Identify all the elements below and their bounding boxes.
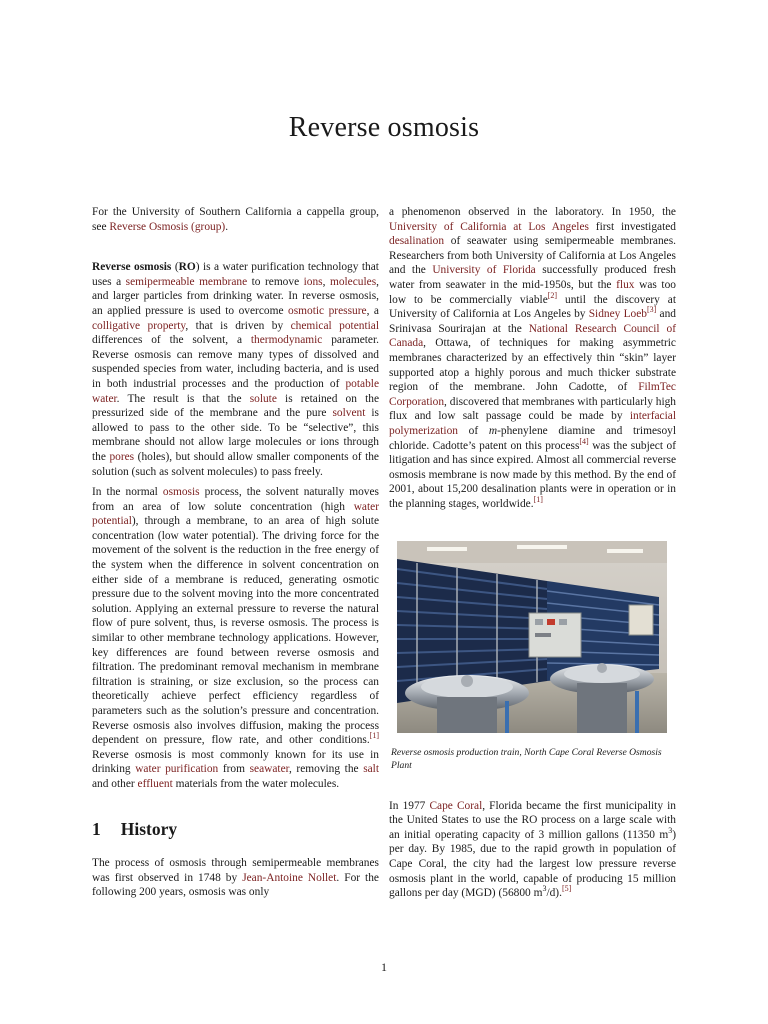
link-interfacial-polymerization[interactable]: interfacial polymerization: [389, 410, 676, 437]
link-solute[interactable]: solute: [249, 392, 277, 405]
citation-2[interactable]: [2]: [547, 290, 558, 300]
link-colligative-property[interactable]: colligative property: [92, 319, 186, 332]
link-ions[interactable]: ions: [303, 275, 323, 288]
link-flux[interactable]: flux: [616, 278, 635, 291]
history-paragraph-1-start: The process of osmosis through semipermeable membranes was first observed in 1748 by Jean-Antoine Nollet. For the following 200 years, osmosis was only: [92, 857, 379, 899]
page-number: 1: [381, 960, 387, 974]
link-potable-water[interactable]: potable water: [92, 377, 379, 405]
citation-1b[interactable]: [1]: [533, 495, 543, 505]
link-salt[interactable]: salt: [363, 763, 380, 776]
right-column: [389, 205, 676, 901]
link-semipermeable-membrane[interactable]: semipermeable membrane: [125, 275, 248, 288]
left-column: [92, 205, 379, 900]
citation-4[interactable]: [4]: [579, 436, 589, 446]
link-reverse-osmosis-group[interactable]: Reverse Osmosis (group): [109, 220, 226, 233]
intro-paragraph-2: In the normal osmosis process, the solvent naturally moves from an area of low solute concentration (high water potential), through a membrane, to an area of high solute concentration (low water potential). The driving force for the movement of the solvent is the reduction in the free energy of the system when the difference in solvent concentration on either side of a membrane is reduced, generating osmotic pressure due to the solvent moving into the more concentrated solution. Applying an external pressure to reverse the natural flow of pure solvent, thus, is reverse osmosis. The process is similar to other membrane technology applications. However, key differences are found between reverse osmosis and filtration. The predominant removal mechanism in membrane filtration is straining, or size exclusion, so the process can theoretically achieve perfect efficiency regardless of parameters such as the solution’s pressure and concentration. Reverse osmosis also involves diffusion, making the process dependent on pressure, flow rate, and other conditions.[1] Reverse osmosis is most commonly known for its use in drinking water purification from seawater, removing the salt and other effluent materials from the water molecules.: [92, 486, 380, 790]
hatnote: For the University of Southern California a cappella group, see Reverse Osmosis (group).: [92, 206, 379, 233]
citation-3[interactable]: [3]: [647, 305, 657, 315]
link-jean-antoine-nollet[interactable]: Jean-Antoine Nollet: [242, 871, 337, 884]
link-effluent[interactable]: effluent: [137, 777, 173, 790]
history-paragraph-2: In 1977 Cape Coral, Florida became the first municipality in the United States to use the RO process on a large scale with an initial operating capacity of 3 million gallons (11350 $m^3$) per day. By 1985, due to the rapid growth in population of Cape Coral, the city had the largest low pressure reverse osmosis plant in the world, capable of producing 15 million gallons per day (MGD) (56800 $m^3/d).[5]$: [389, 799, 676, 900]
link-osmotic-pressure[interactable]: osmotic pressure: [288, 304, 367, 317]
intro-paragraph-1: Reverse osmosis (RO) is a water purification technology that uses a semipermeable membrane to remove ions, molecules, and larger particles from drinking water. In reverse osmosis, an applied pressure is used to overcome osmotic pressure, a colligative property, that is driven by chemical potential differences of the solvent, a thermodynamic parameter. Reverse osmosis can remove many types of dissolved and suspended species from water, including bacteria, and is used in both industrial processes and the production of potable water. The result is that the solute is retained on the pressurized side of the membrane and the pure solvent is allowed to pass to the other side. To be “selective”, this membrane should not allow large molecules or ions through the pores (holes), but should allow smaller components of the solution (such as solvent molecules) to pass freely.: [92, 261, 379, 478]
ro-plant-photo: [397, 541, 667, 733]
citation-1[interactable]: [1]: [369, 731, 379, 741]
section-title: History: [120, 818, 178, 839]
section-number: 1: [92, 818, 101, 839]
link-thermodynamic[interactable]: thermodynamic: [250, 334, 323, 347]
citation-5[interactable]: [5]: [561, 884, 572, 894]
link-chemical-potential[interactable]: chemical potential: [290, 319, 379, 332]
section-heading-history: [92, 818, 379, 839]
link-ucla[interactable]: University of California at Los Angeles: [389, 220, 589, 233]
link-seawater[interactable]: seawater: [249, 763, 289, 776]
link-solvent[interactable]: solvent: [332, 407, 366, 420]
link-desalination[interactable]: desalination: [389, 235, 445, 248]
link-molecules[interactable]: molecules: [329, 275, 377, 288]
link-filmtec[interactable]: FilmTec Corporation: [389, 381, 676, 408]
figure-caption: Reverse osmosis production train, North Cape Coral Reverse Osmosis Plant: [391, 747, 662, 772]
ro-plant-illustration: [397, 541, 667, 733]
link-national-research-council[interactable]: National Research Council of Canada: [389, 322, 676, 350]
link-university-of-florida[interactable]: University of Florida: [432, 264, 536, 277]
link-cape-coral[interactable]: Cape Coral: [429, 799, 483, 812]
link-water-purification[interactable]: water purification: [135, 763, 219, 776]
link-osmosis[interactable]: osmosis: [162, 486, 200, 499]
link-sidney-loeb[interactable]: Sidney Loeb: [588, 308, 647, 321]
history-paragraph-1-continued: a phenomenon observed in the laboratory. In 1950, the University of California at Los Angeles first investigated desalination of seawater using semipermeable membranes. Researchers from both University of California at Los Angeles and the University of Florida successfully produced fresh water from seawater in the mid-1950s, but the flux was too low to be commercially viable[2] until the discovery at University of California at Los Angeles by Sidney Loeb[3] and Srinivasa Sourirajan at the National Research Council of Canada, Ottawa, of techniques for making asymmetric membranes characterized by an effectively thin “skin” layer supported atop a highly porous and much thicker substrate region of the membrane. John Cadotte, of FilmTec Corporation, discovered that membranes with particularly high flux and low salt passage could be made by interfacial polymerization of m-phenylene diamine and trimesoyl chloride. Cadotte’s patent on this process[4] was the subject of litigation and has since expired. Almost all commercial reverse osmosis membrane is now made by this method. By the end of 2001, about 15,200 desalination plants were in operation or in the planning stages, worldwide.[1]: [389, 206, 676, 510]
link-pores[interactable]: pores: [109, 450, 135, 463]
page-title: Reverse osmosis: [288, 112, 480, 143]
link-water-potential[interactable]: water potential: [92, 500, 379, 528]
